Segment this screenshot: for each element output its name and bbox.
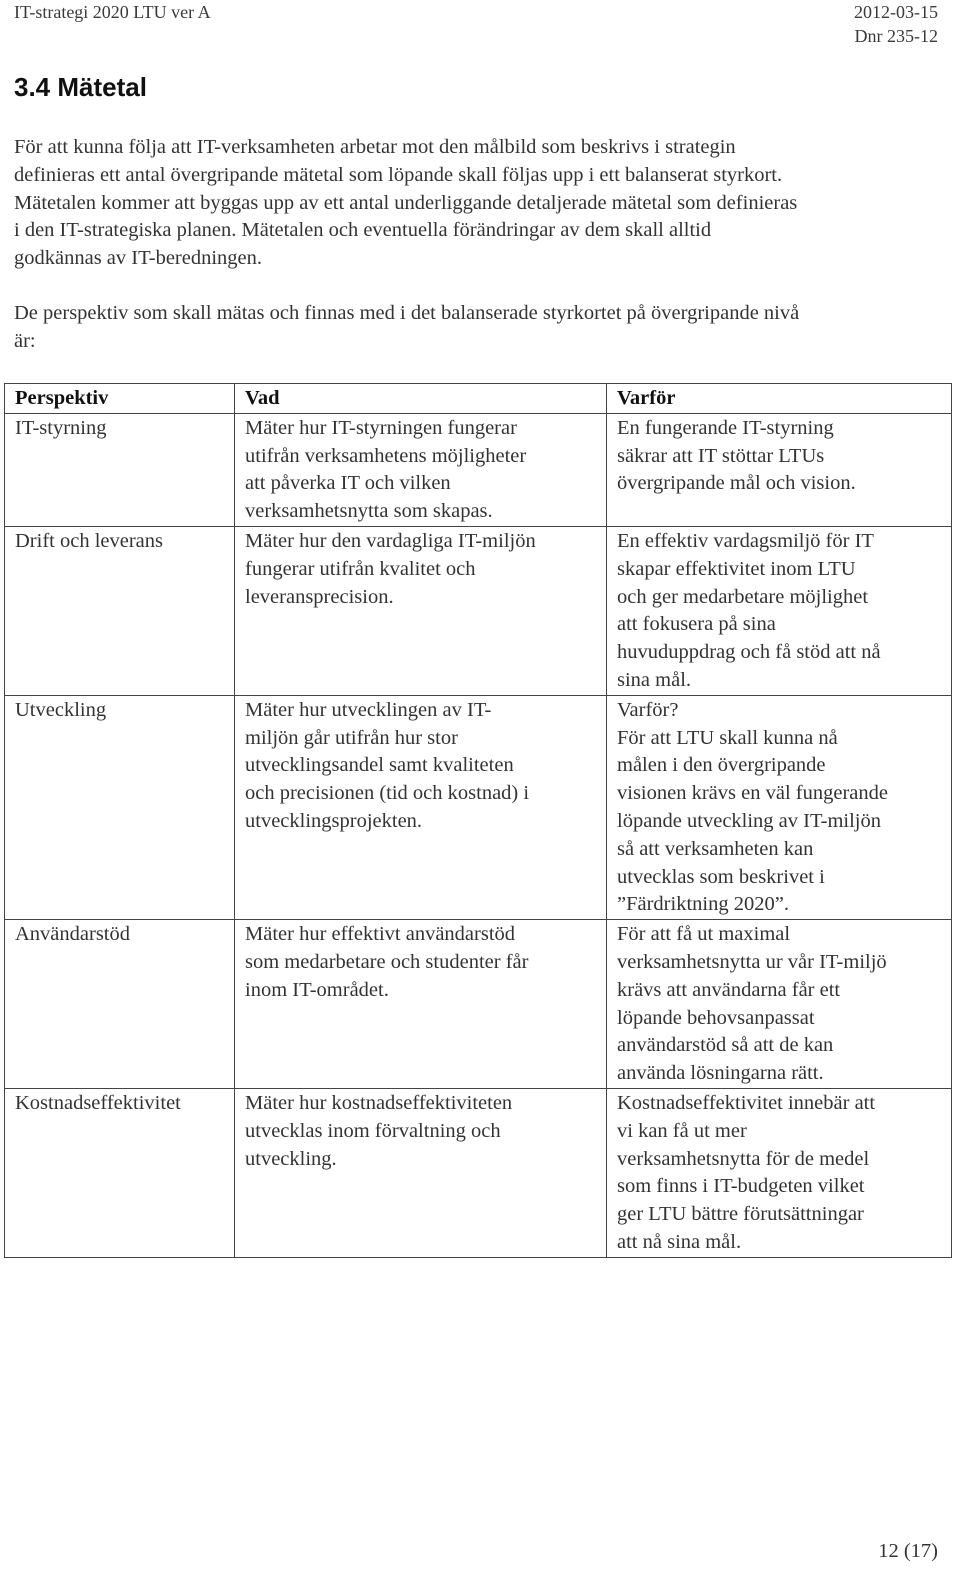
paragraph-line: För att kunna följa att IT-verksamheten arbetar mot den målbild som beskrivs i strategin — [14, 136, 736, 158]
cell-line: ”Färdriktning 2020”. — [617, 893, 789, 916]
paragraph-line: De perspektiv som skall mätas och finnas med i det balanserade styrkortet på övergripande nivå — [14, 302, 800, 324]
cell-line: huvuduppdrag och få stöd att nå — [617, 641, 881, 664]
perspektiv-cell — [5, 920, 235, 1089]
cell-line: utvecklingsandel samt kvaliteten — [245, 754, 514, 777]
perspectives-paragraph — [14, 300, 944, 356]
cell-line: visionen krävs en väl fungerande — [617, 782, 888, 805]
cell-line: Kostnadseffektivitet — [15, 1091, 181, 1114]
cell-line: utifrån verksamhetens möjligheter — [245, 444, 527, 467]
cell-line: Användarstöd — [15, 923, 131, 946]
cell-line: inom IT-området. — [245, 978, 389, 1001]
vad-cell — [235, 695, 607, 919]
cell-line: utveckling. — [245, 1147, 337, 1170]
varfor-cell — [607, 695, 952, 919]
cell-line: Utveckling — [15, 698, 107, 721]
paragraph-line: godkännas av IT-beredningen. — [14, 247, 263, 270]
cell-line: utvecklas inom förvaltning och — [245, 1119, 501, 1142]
perspektiv-cell — [5, 1088, 235, 1257]
table-row — [5, 413, 952, 526]
cell-line: utvecklas som beskrivet i — [617, 865, 825, 888]
cell-line: Drift och leverans — [15, 529, 163, 552]
cell-line: löpande behovsanpassat — [617, 1006, 815, 1029]
table-body — [5, 413, 952, 1257]
balanced-scorecard-table — [4, 383, 952, 1258]
cell-line: som finns i IT-budgeten vilket — [617, 1175, 865, 1198]
column-header-perspektiv: Perspektiv — [5, 384, 235, 414]
varfor-cell — [607, 1088, 952, 1257]
column-header-varfor: Varför — [607, 384, 952, 414]
column-header-vad: Vad — [235, 384, 607, 414]
cell-line: övergripande mål och vision. — [617, 472, 856, 495]
cell-line: Mäter hur den vardagliga IT-miljön — [245, 529, 536, 552]
cell-line: att fokusera på sina — [617, 613, 776, 636]
cell-line: vi kan få ut mer — [617, 1119, 747, 1142]
table-header-row — [5, 384, 952, 414]
cell-line: ger LTU bättre förutsättningar — [617, 1203, 864, 1226]
document-header-title: IT-strategi 2020 LTU ver A — [14, 2, 211, 22]
paragraph-line: är: — [14, 329, 36, 352]
page-number: 12 (17) — [878, 1540, 938, 1562]
vad-cell — [235, 526, 607, 695]
cell-line: att påverka IT och vilken — [245, 472, 451, 495]
section-heading: 3.4 Mätetal — [14, 72, 147, 102]
paragraph-line: Mätetalen kommer att byggas upp av ett antal underliggande detaljerade mätetal som definieras — [14, 191, 798, 214]
paragraph-line: definieras ett antal övergripande mätetal som löpande skall följas upp i ett balanserat styrkort. — [14, 163, 783, 186]
cell-line: För att LTU skall kunna nå — [617, 726, 838, 749]
cell-line: Mäter hur IT-styrningen fungerar — [245, 416, 517, 439]
cell-line: Mäter hur kostnadseffektiviteten — [245, 1091, 513, 1114]
cell-line: så att verksamheten kan — [617, 837, 814, 860]
table-row — [5, 695, 952, 919]
cell-line: miljön går utifrån hur stor — [245, 726, 458, 749]
varfor-cell — [607, 413, 952, 526]
cell-line: att nå sina mål. — [617, 1230, 742, 1253]
document-header-meta — [854, 0, 938, 48]
perspektiv-cell — [5, 695, 235, 919]
cell-line: användarstöd så att de kan — [617, 1034, 834, 1057]
cell-line: Varför? — [617, 698, 679, 721]
table-row — [5, 526, 952, 695]
cell-line: som medarbetare och studenter får — [245, 950, 529, 973]
table-row — [5, 1088, 952, 1257]
cell-line: verksamhetsnytta ur vår IT-miljö — [617, 950, 887, 973]
varfor-cell — [607, 526, 952, 695]
cell-line: Mäter hur effektivt användarstöd — [245, 923, 516, 946]
perspektiv-cell — [5, 413, 235, 526]
vad-cell — [235, 920, 607, 1089]
cell-line: säkrar att IT stöttar LTUs — [617, 444, 825, 467]
cell-line: För att få ut maximal — [617, 923, 791, 946]
table-row — [5, 920, 952, 1089]
cell-line: utvecklingsprojekten. — [245, 809, 423, 832]
cell-line: och precisionen (tid och kostnad) i — [245, 782, 530, 805]
cell-line: verksamhetsnytta som skapas. — [245, 500, 493, 523]
cell-line: fungerar utifrån kvalitet och — [245, 557, 476, 580]
cell-line: krävs att användarna får ett — [617, 978, 841, 1001]
cell-line: leveransprecision. — [245, 585, 394, 608]
cell-line: skapar effektivitet inom LTU — [617, 557, 856, 580]
cell-line: löpande utveckling av IT-miljön — [617, 809, 881, 832]
paragraph-line: i den IT-strategiska planen. Mätetalen och eventuella förändringar av dem skall alltid — [14, 219, 712, 242]
intro-paragraph — [14, 134, 944, 273]
cell-line: En effektiv vardagsmiljö för IT — [617, 529, 874, 552]
cell-line: sina mål. — [617, 668, 692, 691]
cell-line: IT-styrning — [15, 416, 107, 439]
header-dnr: Dnr 235-12 — [854, 26, 938, 46]
cell-line: Mäter hur utvecklingen av IT- — [245, 698, 492, 721]
cell-line: använda lösningarna rätt. — [617, 1062, 824, 1085]
cell-line: En fungerande IT-styrning — [617, 416, 834, 439]
cell-line: och ger medarbetare möjlighet — [617, 585, 869, 608]
header-date: 2012-03-15 — [854, 2, 938, 22]
varfor-cell — [607, 920, 952, 1089]
cell-line: målen i den övergripande — [617, 754, 826, 777]
vad-cell — [235, 1088, 607, 1257]
cell-line: Kostnadseffektivitet innebär att — [617, 1091, 876, 1114]
perspektiv-cell — [5, 526, 235, 695]
cell-line: verksamhetsnytta för de medel — [617, 1147, 870, 1170]
vad-cell — [235, 413, 607, 526]
